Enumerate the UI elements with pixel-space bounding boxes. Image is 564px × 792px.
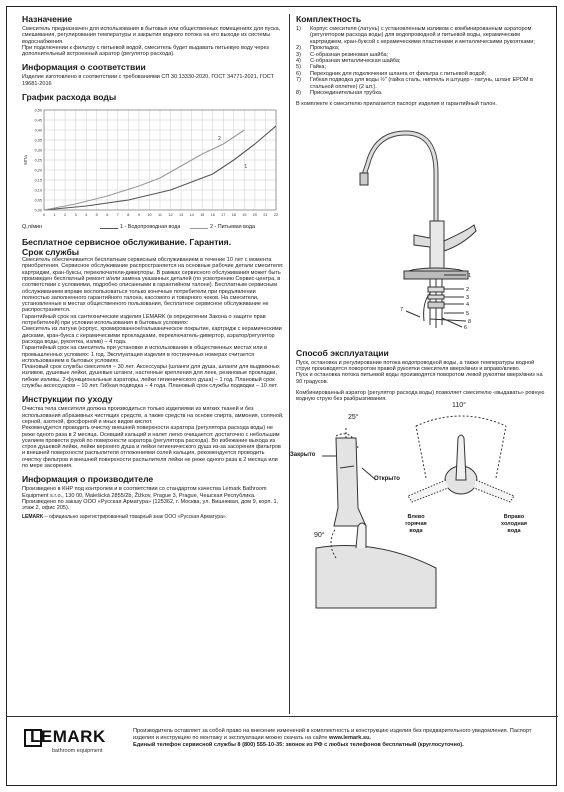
operation-diagram [290,401,548,613]
care-title: Инструкции по уходу [22,394,113,405]
left-column [22,14,284,525]
chart-x-tick-label: 9 [137,213,140,218]
service-text-1: Смеситель обеспечивается бесплатным сервисным обслуживанием в течение 10 лет с момента приобретения. Сервисное обслуживание распространяется на основные рабочие детали смесителя: картриджи, кран-буксы, переключатели-диверторы. В рамках сервисного обслуживания может быть произведен бесплатный ремонт и/или замена указанных деталей (по усмотрению Сервис-центра, в соответствии с условиями, подробно описанными в гарантийном талоне). Бесплатным сервисным обслуживанием вправе воспользоваться только конечные потребители при предъявлении полностью заполненного гарантийного талона, кассового и товарного чеков. На смесители, установленные в местах общественного пользования, бесплатное сервисное обслуживание не распространяется. [22,257,284,314]
trademark-note [22,514,284,520]
closed-label: Закрыто [290,451,316,458]
footer-site-link[interactable]: www.lemark.su. [328,734,372,741]
kit-item-text: Прокладка; [310,45,340,52]
tilt-handle [334,438,366,526]
chart-x-tick-label: 10 [147,213,152,218]
manufacturer-text-2: Произведено по заказу ООО «Русская Арматура» (125362, г. Москва, ул. Вишневая, дом 9, корп. 1, этаж 2, офис 205). [22,498,279,512]
callout-7: 7 [400,306,404,313]
kit-item [296,90,548,96]
flow-chart-title: График расхода воды [22,92,117,103]
kit-title: Комплектность [296,14,362,24]
conformity-text: Изделие изготовлено в соответствии с требованиями СП 30.13330-2020, ГОСТ 34771-2021, ГОСТ 19681-2016 [22,74,274,87]
chart-x-tick-label: 6 [106,213,109,218]
purpose-text-2: При подключении к фильтру с питьевой водой, смеситель будет выдавать питьевую воду через дополнительный встроенный аэратор (регулятор расхода). [22,44,269,58]
chart-x-tick-label: 2 [64,213,67,218]
callout-5: 5 [466,310,470,317]
chart-x-tick-label: 21 [263,213,268,218]
conformity-title: Информация о соответствии [22,62,146,73]
callout-8: 8 [468,318,472,325]
faucet-body [430,221,444,271]
chart-y-tick-label: 0,45 [34,118,42,123]
chart-x-tick-label: 0 [42,213,46,218]
kit-note: В комплекте к смесителю прилагается паспорт изделия и гарантийный талон. [296,101,497,108]
care-text-1: Очистка тела смесителя должна производиться только изделиями из мягких тканей и без использования абразивных чистящих средств, а также средств на основе спирта, аммония, соляной, серной, азотной, фосфорной и иных видов кислот. [22,406,284,425]
callout-4: 4 [466,301,470,308]
flow-chart-section [22,92,284,233]
kit-item-number: 2) [296,45,301,52]
trademark-rest: – официально зарегистрированный товарный знак ООО «Русская Арматура». [43,514,228,521]
footer-disclaimer: Производитель оставляет за собой право на внесение изменений в комплектность и конструкцию изделия без предварительного уведомления. Паспорт изделия и инструкцию по монтажу и эксплуатации можно скачать на сайте [133,728,532,741]
angle-110-label: 110° [452,401,466,409]
conformity-section [22,62,284,87]
legend-xlabel: Q,л/мин [22,224,43,231]
right-column [290,14,548,613]
chart-y-tick-label: 0,25 [34,158,42,163]
chart-y-tick-label: 0,20 [34,168,42,173]
kit-item [296,26,548,45]
kit-item-text: Гибкая подводка для воды ½" (гайка сталь, ниппель и штуцер - латунь, шланг EPDM в стальной оплетке) (2 шт.). [310,77,533,90]
rotation-handle [456,435,466,480]
chart-x-tick-label: 3 [74,213,77,218]
chart-line-label-1: 1 [244,164,248,171]
service-text-2: Гарантийный срок на сантехнические изделия LEMARK (в определении Закона о защите прав потребителей) при условии использования в бытовых условиях: [22,313,266,327]
care-text-2: Рекомендуется проводить очистку внешней поверхности аэратора (регулятора расхода воды) не реже одного раза в 2 месяца. Осевший кальций и налет легко очищается: достаточно с небольшим усилием провести рукой по поверхности аэратора (регулятора расхода). Во избежание выхода из строя душевой лейки, лейки верхнего душа и лейки гигиенического душа из-за засорения фильтров и внешней поверхности распылителя отложениями солей кальция, рекомендуется проводить очистку фильтров и внешней поверхности распылителя лейки не реже одного раза в 2 месяца или по мере засорения. [22,425,281,469]
chart-x-tick-label: 22 [273,213,279,218]
legend-label-2: 2 - Питьевая вода [210,224,255,231]
flow-chart [22,104,284,222]
kit-list [296,26,548,96]
rotation-arc [416,416,506,426]
chart-x-tick-label: 19 [242,213,247,218]
logo-wordmark: LEMARK [30,727,106,746]
logo-subtitle: bathroom equipment [52,748,103,754]
chart-y-tick-label: 0,15 [34,178,42,183]
angle-90-label: 90° [314,531,325,539]
chart-x-tick-label: 14 [189,213,194,218]
right-handle [444,225,476,251]
kit-item-number: 8) [296,90,301,97]
purpose-title: Назначение [22,14,73,24]
kit-item-text: Корпус смесителя (латунь) с установленным изливом с комбинированным аэратором (регулятором расхода воды) для водопроводной и питьевой воды, керамическим картриджем, кран-буксой с керамическими пластинами и металлическими рукоятками; [310,26,535,45]
chart-x-tick-label: 16 [210,213,215,218]
kit-item-number: 5) [296,64,301,71]
chart-legend [22,224,284,233]
left-hot-label: Влево горячая вода [405,513,427,534]
callout-3: 3 [466,294,470,301]
chart-line-label-2: 2 [218,136,221,143]
chart-x-tick-label: 20 [252,213,258,218]
service-title-line-2: Срок службы [22,247,80,258]
open-label: Открыто [374,475,400,482]
chart-x-tick-label: 18 [231,213,236,218]
chart-x-tick-label: 1 [53,213,56,218]
footer-divider [6,716,558,717]
lever-90 [316,545,436,608]
kit-item-number: 1) [296,26,301,32]
kit-section [296,14,548,108]
chart-x-tick-label: 4 [85,213,88,218]
callout-2: 2 [466,286,470,293]
chart-y-tick-label: 0,05 [34,198,42,203]
chart-x-tick-label: 13 [178,213,184,218]
purpose-text-1: Смеситель предназначен для использования в бытовых или общественных помещениях для пуска, смешивания, регулирования температуры и закрытия водного потока на его выходе из системы водоснабжения. [22,26,281,45]
service-title-line-1: Бесплатное сервисное обслуживание. Гарантия. [22,237,232,248]
manufacturer-section [22,474,284,520]
chart-y-tick-label: 0,35 [34,138,42,143]
legend-line-2 [190,228,208,229]
usage-text-3: Комбинированный аэратор (регулятор расхода воды) позволяет смесителю «выдавать» ровную водную струю без разбрызгивания. [296,389,545,403]
faucet-drawing [296,113,548,345]
lemark-logo [24,727,108,761]
kit-item-text: Присоединительная трубка. [310,90,383,97]
chart-y-tick-label: 0,30 [34,148,42,153]
right-cold-label: Вправо холодная вода [501,513,527,534]
kit-item [296,77,548,90]
manufacturer-title: Информация о производителе [22,474,154,485]
column-divider [289,14,290,714]
chart-y-tick-label: 0,00 [34,208,42,213]
kit-item-number: 3) [296,51,301,58]
kit-item-number: 6) [296,70,301,77]
chart-x-tick-label: 15 [200,213,205,218]
usage-text-1: Пуск, остановка и регулирование потока водопроводной воды, а также температуры водной струи производятся поворотом правой рукоятки смесителя вверх/вниз и вправо/влево. [296,359,535,373]
callout-6: 6 [464,324,468,331]
chart-x-tick-label: 5 [95,213,98,218]
kit-item-text: Гайка; [310,64,327,71]
chart-y-axis-label: МПа [23,155,28,165]
chart-y-tick-label: 0,50 [34,108,42,113]
footer-hotline: Единый телефон сервисной службы 8 (800) 555-10-35: звонок из РФ с любых телефонов бесплатный (круглосуточно). [133,741,464,748]
manufacturer-text-1: Произведено в КНР под контролем и в соответствии со стандартом качества Lemark Bathroom Equipment s.r.o., 130 00, Malešická 2855/2b, Žižkov, Prague 3, Prague, Чешская Республика. [22,486,267,499]
aerator [360,173,368,185]
care-section [22,394,284,469]
kit-item-number: 4) [296,58,301,65]
left-handle [414,235,430,247]
callout-1: 1 [468,272,472,279]
chart-x-tick-label: 11 [158,213,162,218]
trademark-brand: LEMARK [22,514,44,521]
footer-text [133,728,545,748]
chart-x-tick-label: 12 [168,213,173,218]
chart-x-tick-label: 17 [221,213,226,218]
chart-y-tick-label: 0,10 [34,188,42,193]
usage-title: Способ эксплуатации [296,347,389,358]
service-title [22,237,284,257]
chart-x-tick-label: 7 [116,213,119,218]
service-text-3: Смеситель из латуни (корпус, хромированное/гальваническое покрытие, картридж с керамическими дисками, кран-букса с керамическими прокладками, переключатель-дивертор, аэратор/регулятор расхода воды, рукоятка, излив) – 4 года. [22,326,282,345]
usage-text-2: Пуск и остановка потока питьевой воды производятся поворотом левой рукоятки вверх/вниз на 90 градусов. [296,372,543,385]
service-section [22,237,284,389]
chart-x-tick-label: 8 [127,213,130,218]
kit-item-number: 7) [296,77,301,84]
usage-section [296,348,548,403]
chart-y-tick-label: 0,40 [34,128,42,133]
purpose-section [22,14,284,57]
kit-item-text: С-образная резиновая шайба; [310,51,389,58]
service-text-5: Плановый срок службы смесителя – 30 лет. Аксессуары (шланги для душа, шланги для выдвижных изливов, душевые лейки, душевые штанги, настенные крепления для леек, резиновые прокладки, гибкие изливы, 2-функциональные аэраторы, лейки гигиенического душа) – 1 год. Плановый срок службы аксессуаров – 10 лет. Гибкая подводка – 4 года. Плановый срок службы подводки – 10 лет. [22,364,280,390]
angle-25-label: 25° [348,413,359,421]
kit-item-text: С-образная металлическая шайба; [310,58,401,65]
service-text-4: Гарантийный срок на смеситель при установке и использовании в общественных местах или в промышленных условиях: 1 год. Эксплуатация изделия в гостиничных номерах считается использованием в бытовых условиях. [22,345,268,364]
legend-label-1: 1 - Водопроводная вода [120,224,181,231]
legend-line-1 [100,228,118,229]
kit-item-text: Переходник для подключения шланга от фильтра с питьевой водой; [310,70,487,77]
